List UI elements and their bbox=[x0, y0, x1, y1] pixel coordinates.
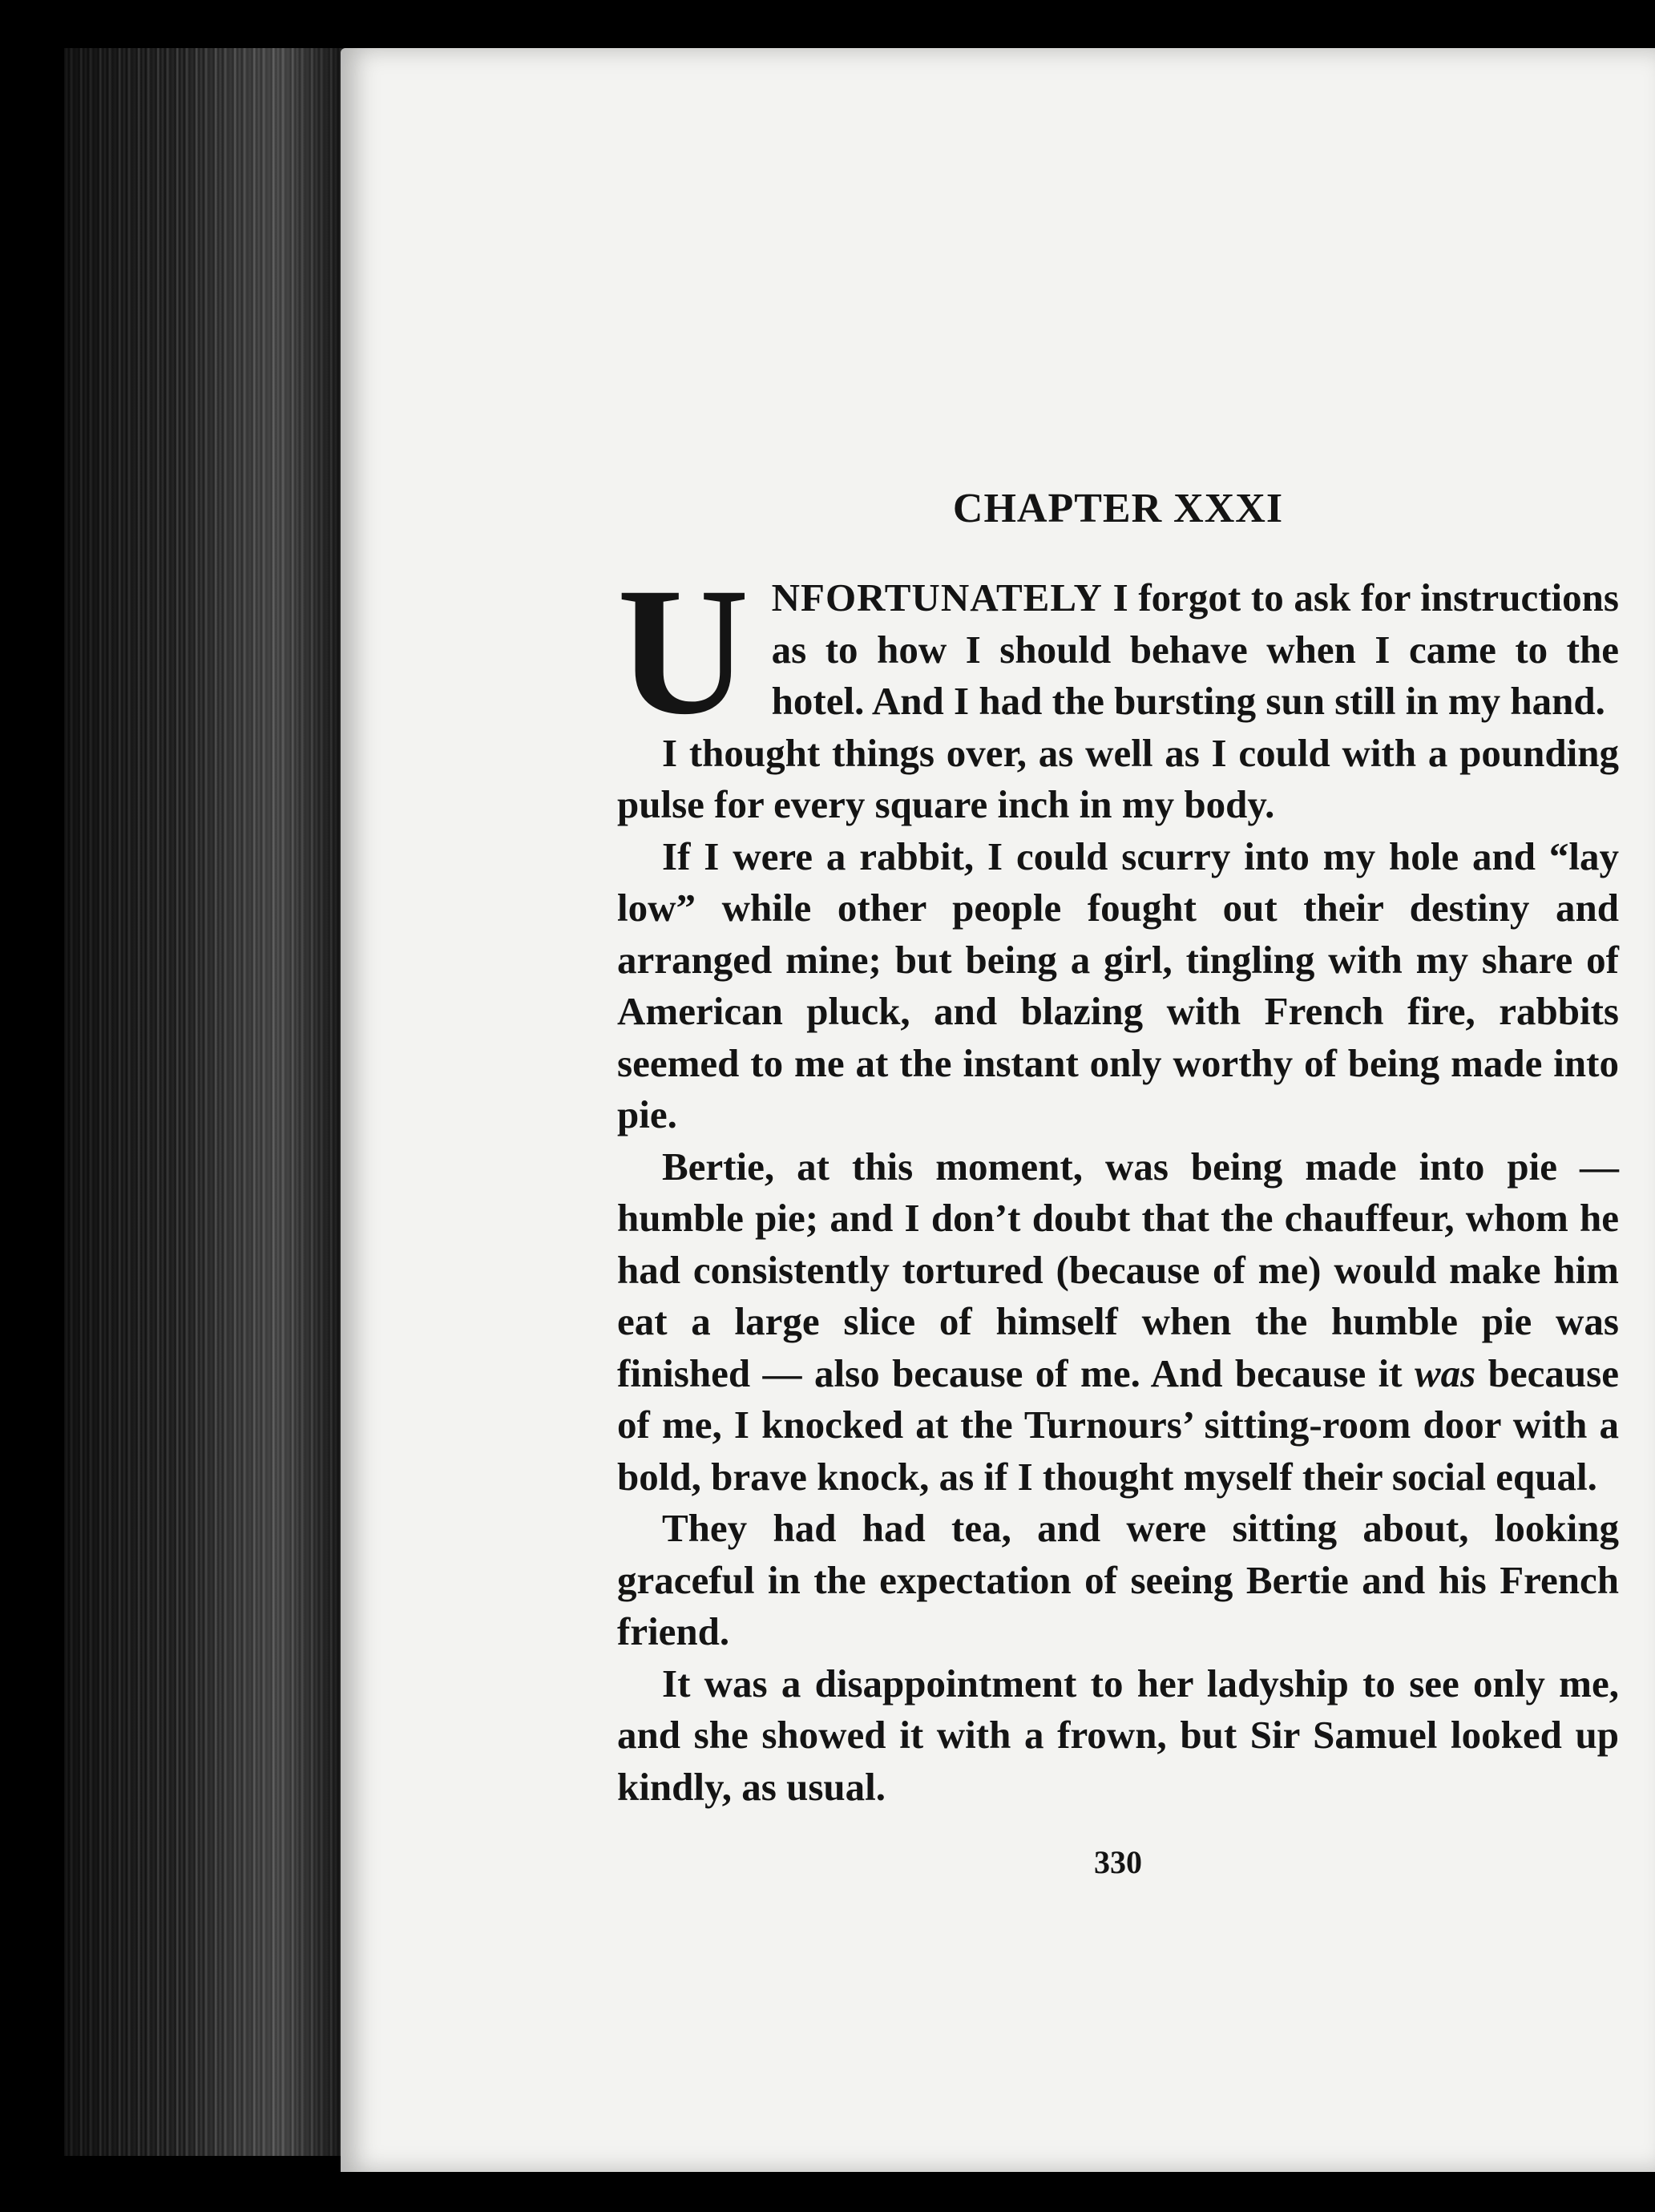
page-number: 330 bbox=[1094, 1844, 1142, 1880]
paragraph-4-text-b: because of me, I knocked at the Turnours’ sitting-room door with a bold, brave knock, as if I thought myself their social equal. bbox=[617, 1350, 1619, 1499]
first-word-rest: NFORTUNATELY bbox=[771, 575, 1103, 620]
paragraph-3: If I were a rabbit, I could scurry into my hole and “lay low” while other people fought out their destiny and arranged mine; but being a girl, tingling with my share of American pluck, and blazing with French fire, rabbits seemed to me at the instant only worthy of being made into pie. bbox=[617, 834, 1619, 1136]
paragraph-6: It was a disappointment to her ladyship to see only me, and she showed it with a frown, but Sir Samuel looked up kindly, as usual. bbox=[617, 1661, 1619, 1809]
paragraph-4-text-a: Bertie, at this moment, was being made into pie — humble pie; and I don’t doubt that the chauffeur, whom he had consistently tortured (because of me) would make him eat a large slice of himself when the humble pie was finished — also because of me. And because it bbox=[617, 1144, 1619, 1395]
paragraph-1-text: I forgot to ask for instructions as to how I should behave when I came to the hotel. And I had the bursting sun still in my hand. bbox=[771, 575, 1619, 723]
paragraph-4-italic: was bbox=[1414, 1350, 1476, 1395]
page-text-block bbox=[617, 481, 1619, 1889]
paragraph-1 bbox=[617, 551, 1619, 753]
chapter-title: CHAPTER XXXI bbox=[952, 486, 1284, 531]
paragraph-5: They had had tea, and were sitting about, looking graceful in the expectation of seeing Bertie and his French friend. bbox=[617, 1506, 1619, 1653]
book-page bbox=[341, 48, 1655, 2172]
book-edge-shadow bbox=[64, 48, 353, 2156]
paragraph-4 bbox=[617, 1141, 1619, 1504]
paragraph-2: I thought things over, as well as I could with a pounding pulse for every square inch in my body. bbox=[617, 730, 1619, 826]
drop-cap: U bbox=[617, 551, 749, 753]
